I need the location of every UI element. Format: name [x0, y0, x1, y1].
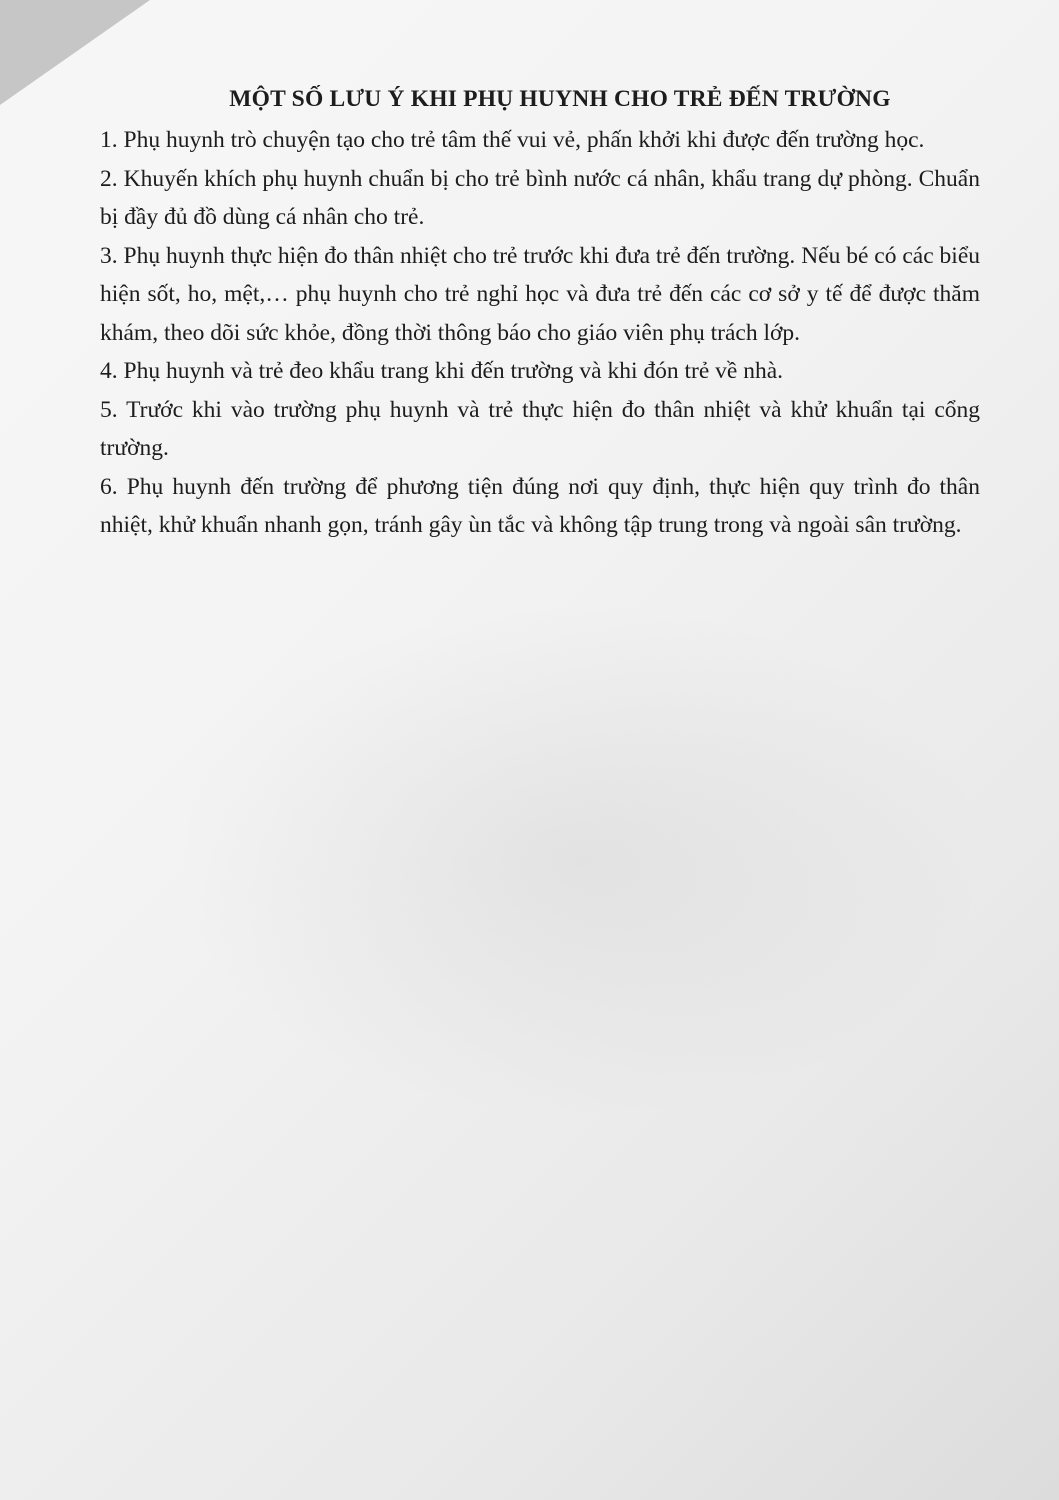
- note-item-6: 6. Phụ huynh đến trường để phương tiện đúng nơi quy định, thực hiện quy trình đo thân nhiệt, khử khuẩn nhanh gọn, tránh gây ùn tắc và không tập trung trong và ngoài sân trường.: [100, 473, 980, 538]
- document-title: MỘT SỐ LƯU Ý KHI PHỤ HUYNH CHO TRẺ ĐẾN TRƯỜNG: [229, 86, 891, 112]
- note-item-3: 3. Phụ huynh thực hiện đo thân nhiệt cho trẻ trước khi đưa trẻ đến trường. Nếu bé có các biểu hiện sốt, ho, mệt,… phụ huynh cho trẻ nghỉ học và đưa trẻ đến các cơ sở y tế để được thăm khám, theo dõi sức khỏe, đồng thời thông báo cho giáo viên phụ trách lớp.: [100, 242, 980, 346]
- show-through-shadow: [170, 600, 990, 1120]
- note-item-4: 4. Phụ huynh và trẻ đeo khẩu trang khi đến trường và khi đón trẻ về nhà.: [100, 358, 784, 384]
- note-item-1: 1. Phụ huynh trò chuyện tạo cho trẻ tâm thế vui vẻ, phấn khởi khi được đến trường học.: [100, 127, 925, 153]
- note-item-5: 5. Trước khi vào trường phụ huynh và trẻ thực hiện đo thân nhiệt và khử khuẩn tại cổng trường.: [100, 396, 980, 461]
- note-item-2: 2. Khuyến khích phụ huynh chuẩn bị cho trẻ bình nước cá nhân, khẩu trang dự phòng. Chuẩn bị đầy đủ đồ dùng cá nhân cho trẻ.: [100, 165, 980, 230]
- document-body: [100, 80, 980, 545]
